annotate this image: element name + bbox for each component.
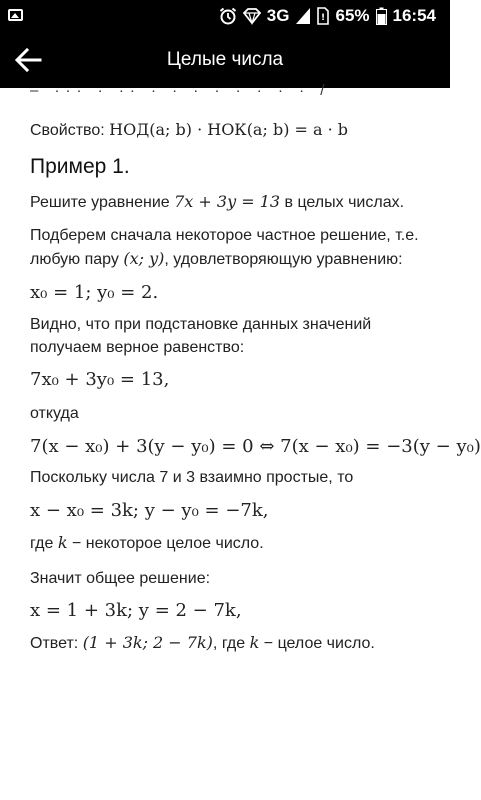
hotspot-diamond-icon xyxy=(243,8,261,24)
difference-equation: 7(x − x₀) + 3(y − y₀) = 0 ⇔ 7(x − x₀) = −3(y − y₀) xyxy=(30,436,481,457)
network-type: 3G xyxy=(266,6,290,25)
answer-k-symbol: k xyxy=(249,633,260,652)
answer-line: Ответ: (1 + 3k; 2 − 7k), где k − целое число. xyxy=(30,633,375,652)
property-label: Свойство: xyxy=(30,122,105,139)
substituted-equation: 7x₀ + 3y₀ = 13, xyxy=(30,369,170,390)
task-statement: Решите уравнение 7x + 3y = 13 в целых числах. xyxy=(30,192,405,211)
status-icons xyxy=(219,0,436,32)
task-equation: 7x + 3y = 13 xyxy=(174,192,281,211)
particular-pair: (x; y) xyxy=(123,249,165,268)
answer-pair: (1 + 3k; 2 − 7k) xyxy=(82,633,213,652)
substitution-text: Видно, что при подстановке данных значений получаем верное равенство: xyxy=(30,316,372,356)
battery-icon xyxy=(376,7,387,25)
alarm-clock-icon xyxy=(219,7,237,25)
k-equation: x − x₀ = 3k; y − y₀ = −7k, xyxy=(30,500,269,521)
no-sim-icon xyxy=(317,7,329,25)
particular-solution-text: Подберем сначала некоторое частное решение, т.е. любую пару (x; y), удовлетворяющую уравнению: xyxy=(30,227,419,268)
property-formula: НОД(a; b) · НОК(a; b) = a · b xyxy=(109,120,349,139)
whence-text: откуда xyxy=(30,405,79,422)
app-bar xyxy=(0,32,450,88)
article-content[interactable] xyxy=(0,82,481,800)
k-description: где k − некоторое целое число. xyxy=(30,533,264,552)
battery-percent: 65% xyxy=(335,6,370,25)
image-notification-icon xyxy=(8,9,23,21)
status-bar xyxy=(0,0,450,32)
cut-off-text-line: – ··· · ·· · · · · · · · · / xyxy=(30,82,331,99)
clock-time: 16:54 xyxy=(392,6,436,25)
page-title: Целые числа xyxy=(166,49,284,70)
signal-icon xyxy=(295,7,311,25)
property-line xyxy=(30,118,420,142)
example-heading: Пример 1. xyxy=(30,155,130,178)
coprime-text: Поскольку числа 7 и 3 взаимно простые, то xyxy=(30,469,354,486)
general-solution-text: Значит общее решение: xyxy=(30,570,211,587)
general-solution-equation: x = 1 + 3k; y = 2 − 7k, xyxy=(30,600,242,621)
k-symbol: k xyxy=(57,533,68,552)
svg-text:!: ! xyxy=(321,13,326,23)
particular-solution-equation: x₀ = 1; y₀ = 2. xyxy=(30,282,159,303)
